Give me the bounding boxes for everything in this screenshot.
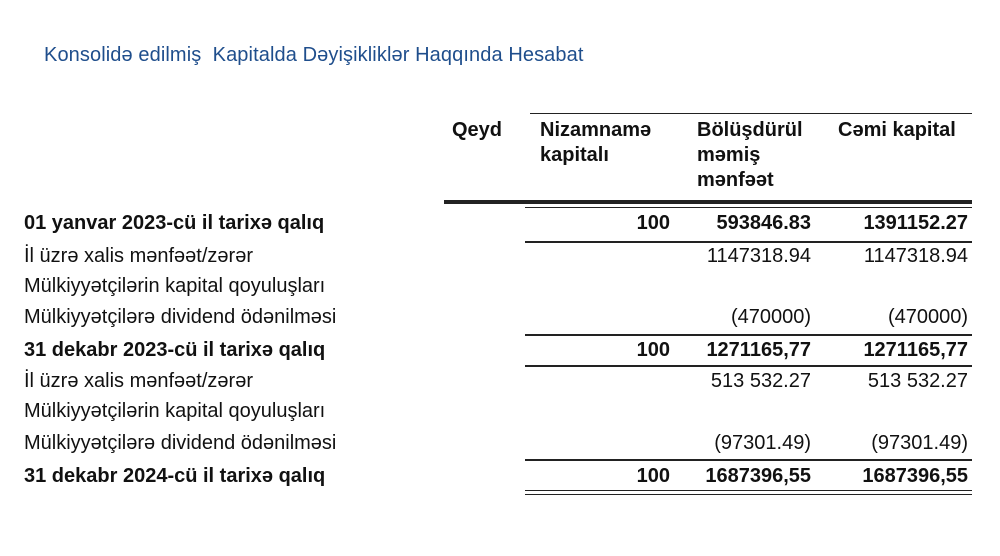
total-cell: 1271165,77 (863, 339, 968, 361)
row-label: 31 dekabr 2023-cü il tarixə qalıq (24, 339, 326, 361)
retained-cell: 593846.83 (716, 212, 811, 234)
row-label: Mülkiyyətçilərə dividend ödənilməsi (24, 306, 337, 328)
retained-cell: (470000) (730, 306, 811, 328)
retained-cell: 513 532.27 (710, 370, 811, 392)
total-cell: 513 532.27 (867, 370, 968, 392)
row-label: Mülkiyyətçilərə dividend ödənilməsi (24, 432, 337, 454)
row-label: Mülkiyyətçilərin kapital qoyuluşları (24, 400, 326, 422)
retained-cell: (97301.49) (714, 432, 811, 454)
row-label: 01 yanvar 2023-cü il tarixə qalıq (24, 212, 325, 234)
header-retained-line1: Bölüşdürül (697, 119, 803, 141)
table-row (0, 245, 1000, 275)
table-row (0, 339, 1000, 369)
row-label: Mülkiyyətçilərin kapital qoyuluşları (24, 275, 326, 297)
table-row (0, 400, 1000, 430)
table-row (0, 212, 1000, 242)
header-charter-capital (540, 118, 651, 168)
charter-cell: 100 (636, 212, 670, 234)
total-cell: 1687396,55 (862, 465, 968, 487)
header-note: Qeyd (452, 119, 503, 141)
header-charter-line2: kapitalı (540, 144, 609, 166)
retained-cell: 1687396,55 (705, 465, 811, 487)
header-retained-earnings (697, 118, 803, 193)
row-label: 31 dekabr 2024-cü il tarixə qalıq (24, 465, 326, 487)
total-cell: 1391152.27 (863, 212, 968, 234)
total-cell: 1147318.94 (863, 245, 968, 267)
charter-cell: 100 (636, 465, 670, 487)
header-total-capital: Cəmi kapital (838, 119, 956, 141)
row-label: İl üzrə xalis mənfəət/zərər (24, 245, 253, 267)
table-row (0, 306, 1000, 336)
top-rule (530, 113, 972, 114)
table-row (0, 432, 1000, 462)
retained-cell: 1271165,77 (706, 339, 811, 361)
header-rule (444, 200, 972, 204)
header-retained-line3: mənfəət (697, 169, 774, 191)
row-label: İl üzrə xalis mənfəət/zərər (24, 370, 253, 392)
total-cell: (97301.49) (871, 432, 968, 454)
document-title: Konsolidə edilmiş Kapitalda Dəyişikliklər Haqqında Hesabat (44, 44, 584, 66)
table-row (0, 275, 1000, 305)
retained-cell: 1147318.94 (706, 245, 811, 267)
header-charter-line1: Nizamnamə (540, 119, 652, 141)
total-cell: (470000) (887, 306, 968, 328)
header-retained-line2: məmiş (697, 144, 761, 166)
table-row (0, 465, 1000, 495)
charter-cell: 100 (636, 339, 670, 361)
header-rule-thin (525, 207, 972, 208)
table-row (0, 370, 1000, 400)
